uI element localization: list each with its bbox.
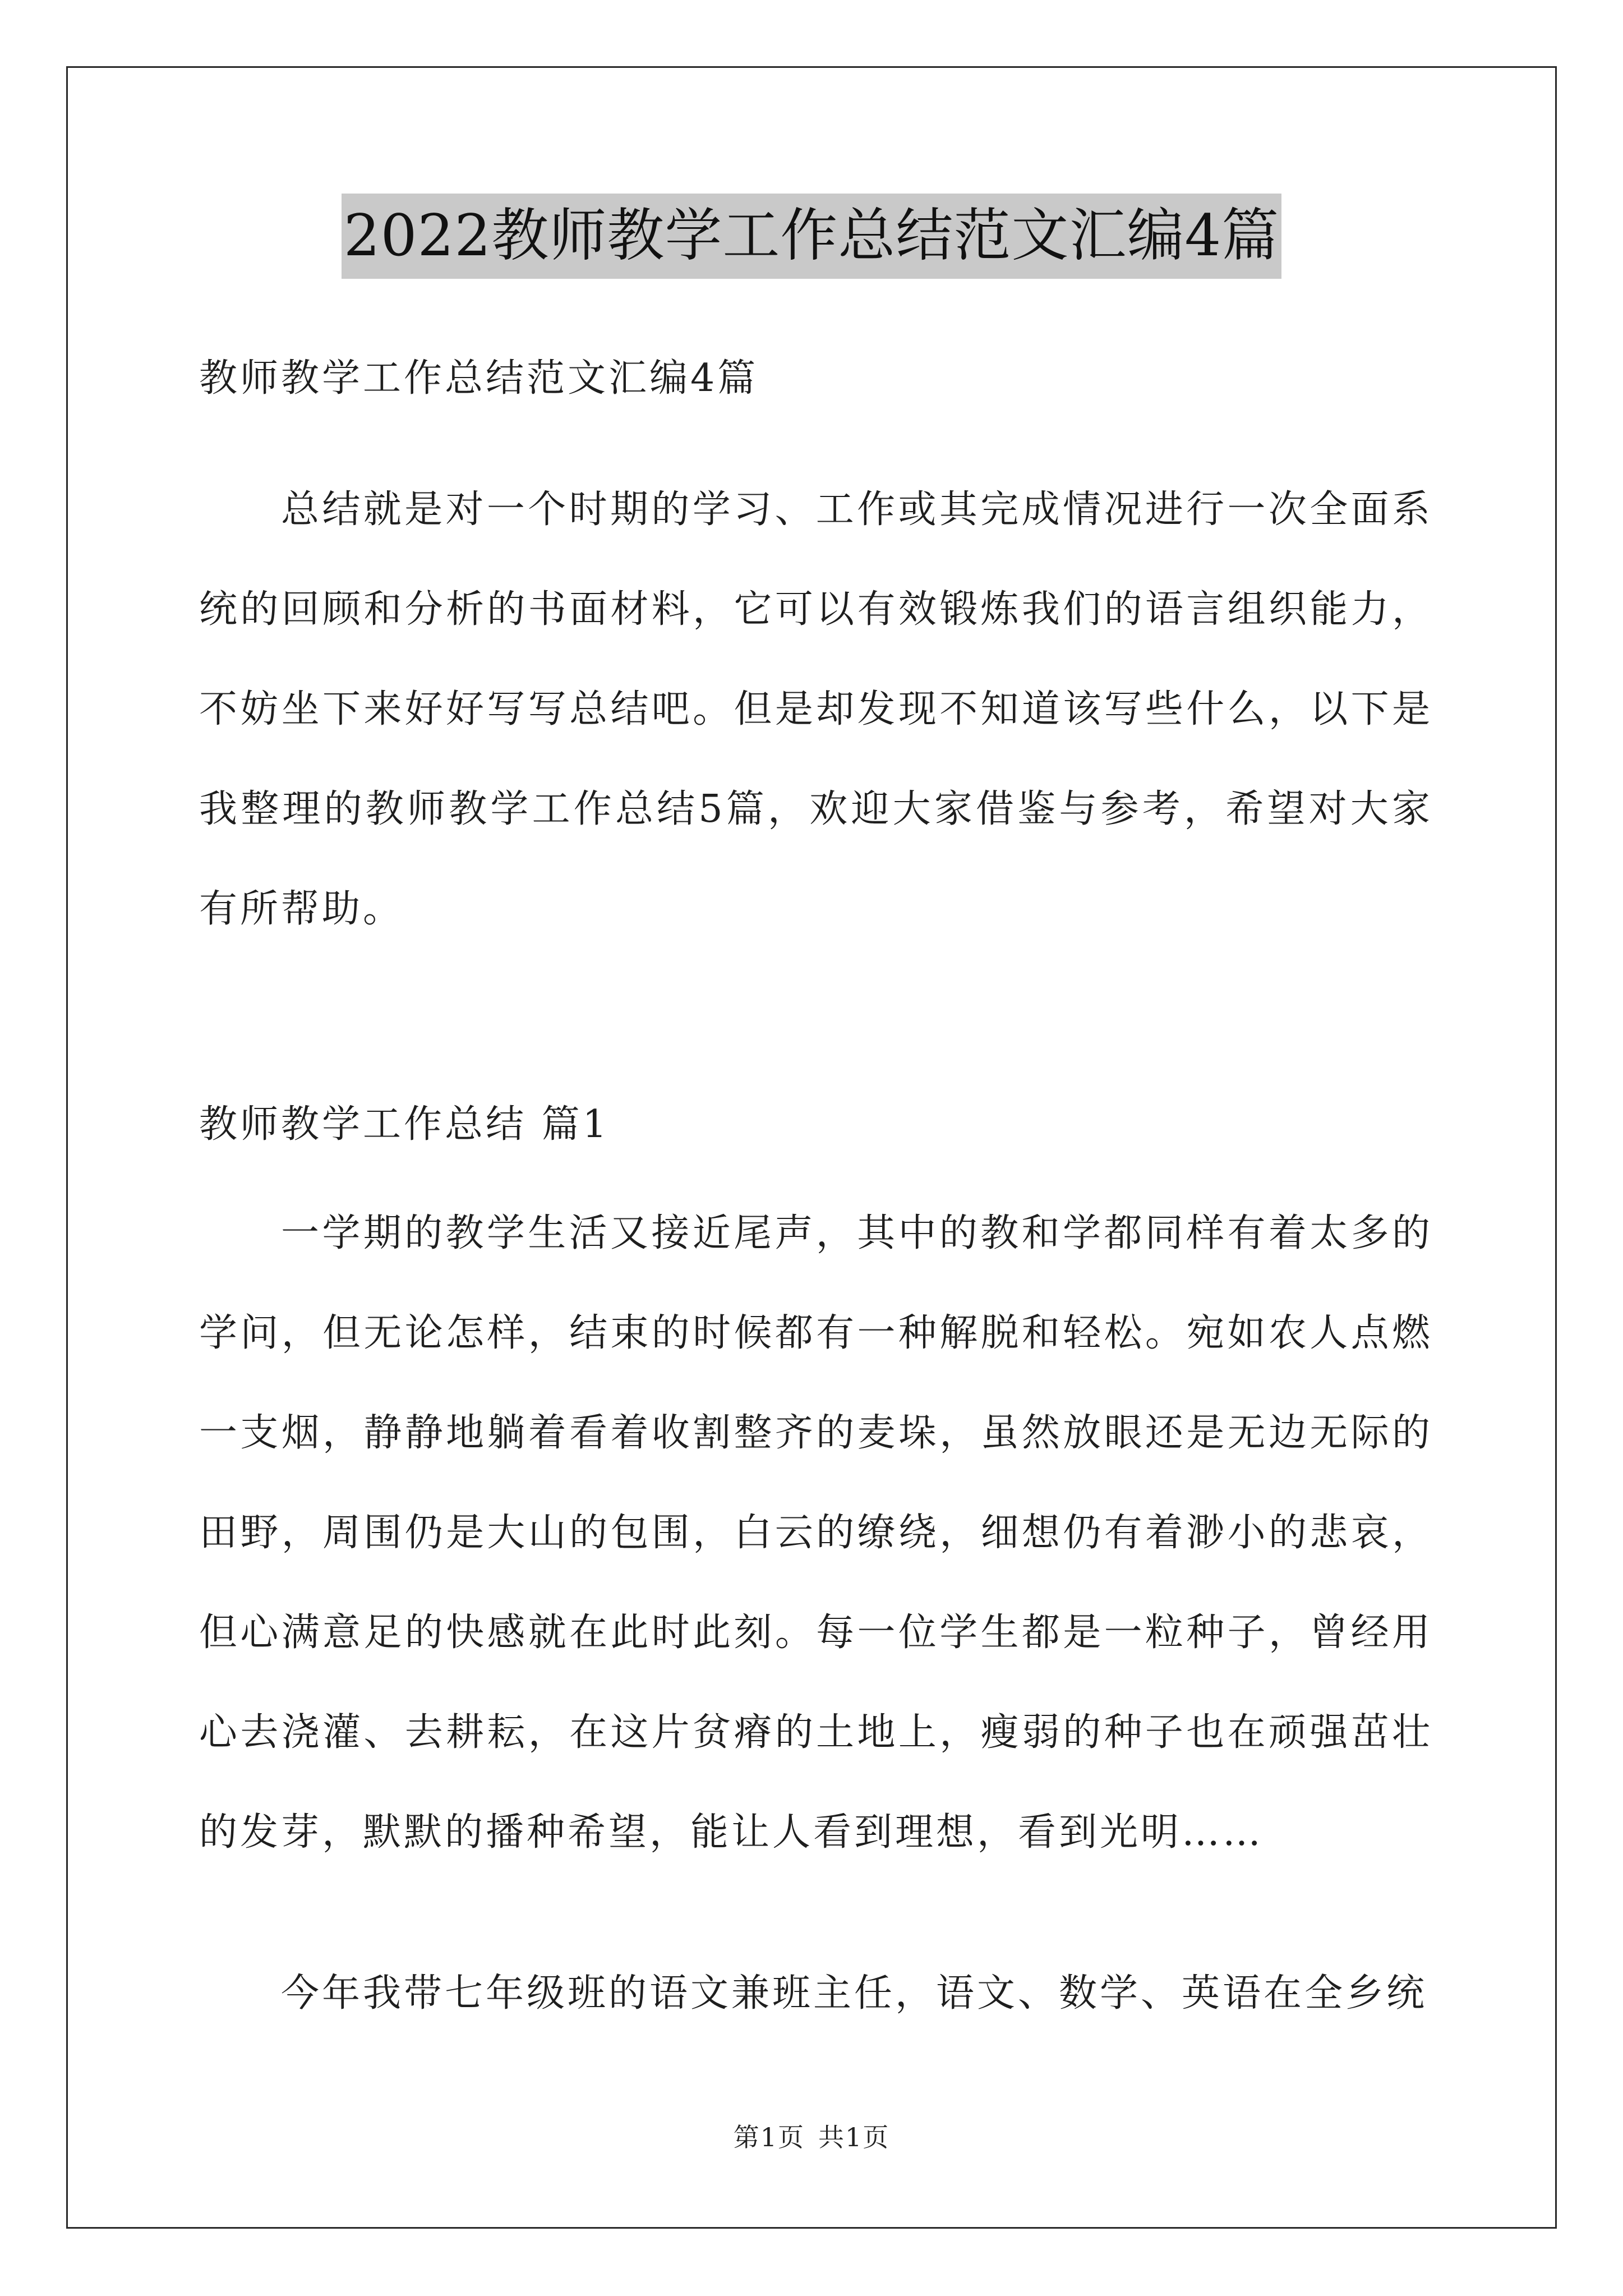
page-footer — [0, 2118, 1623, 2157]
document-title: 2022教师教学工作总结范文汇编4篇 — [342, 194, 1281, 279]
body-paragraph-2: 今年我带七年级班的语文兼班主任，语文、数学、英语在全乡统 — [281, 1971, 1428, 2016]
intro-paragraph: 总结就是对一个时期的学习、工作或其完成情况进行一次全面系统的回顾和分析的书面材料，它可以有效锻炼我们的语言组织能力，不妨坐下来好好写写总结吧。但是却发现不知道该写些什么，以下是我整理的教师教学工作总结5篇，欢迎大家借鉴与参考，希望对大家有所帮助。 — [199, 487, 1433, 931]
page-number-total: 共1页 — [818, 2122, 890, 2152]
document-subtitle: 教师教学工作总结范文汇编4篇 — [199, 356, 759, 401]
section-heading: 教师教学工作总结 篇1 — [199, 1102, 610, 1147]
page-number-current: 第1页 — [733, 2122, 805, 2152]
body-paragraph-1: 一学期的教学生活又接近尾声，其中的教和学都同样有着太多的学问，但无论怎样，结束的时候都有一种解脱和轻松。宛如农人点燃一支烟，静静地躺着看着收割整齐的麦垛，虽然放眼还是无边无际的田野，周围仍是大山的包围，白云的缭绕，细想仍有着渺小的悲哀，但心满意足的快感就在此时此刻。每一位学生都是一粒种子，曾经用心去浇灌、去耕耘，在这片贫瘠的土地上，瘦弱的种子也在顽强茁壮的发芽，默默的播种希望，能让人看到理想，看到光明…… — [199, 1211, 1433, 1855]
title-container — [0, 194, 1623, 279]
